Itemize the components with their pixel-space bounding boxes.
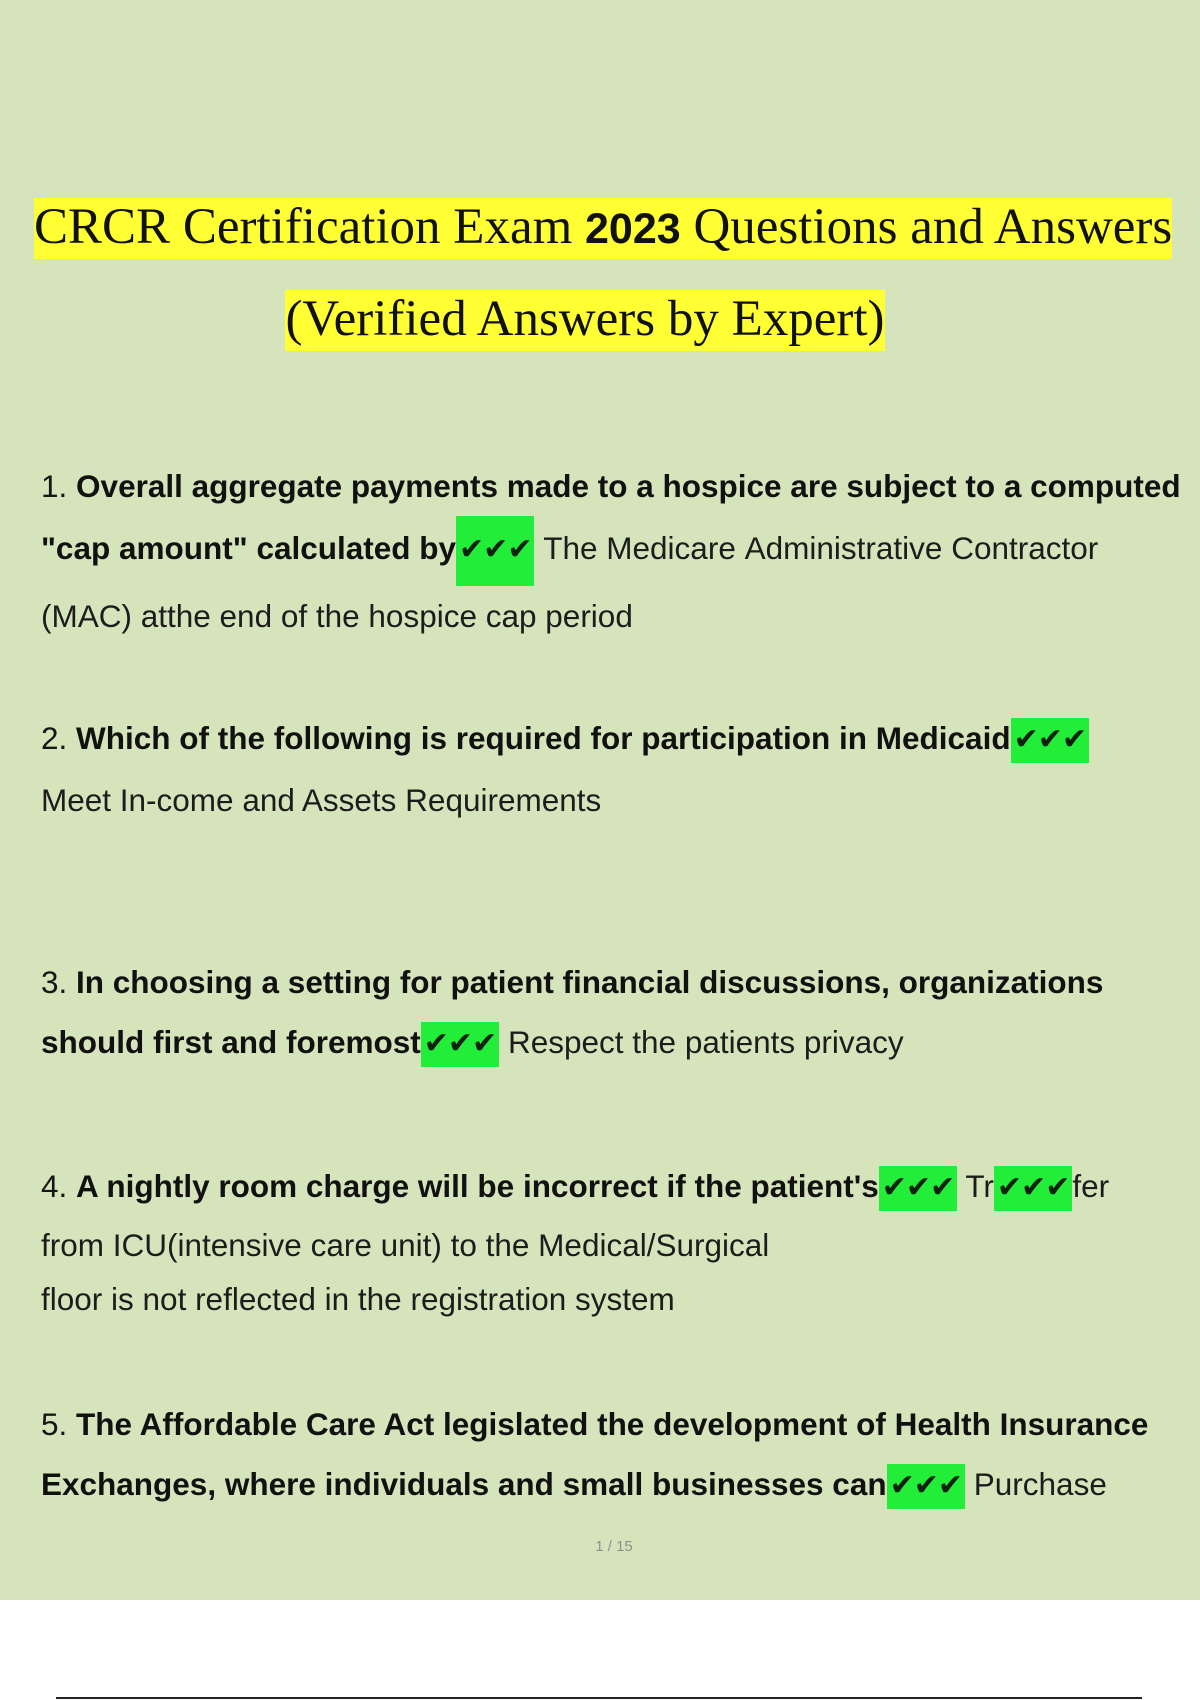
qa-1-question-word: by xyxy=(419,530,457,566)
qa-2-line-1 xyxy=(41,708,1193,770)
qa-1-question-word: "cap xyxy=(41,530,111,566)
qa-item-2 xyxy=(41,708,1193,830)
qa-3-answer: Respect the patients privacy xyxy=(507,1024,904,1060)
title-text-b: Questions and Answers xyxy=(680,199,1173,255)
qa-3-number: 3. xyxy=(41,964,68,1000)
qa-1-question-word: calculated xyxy=(256,530,411,566)
bottom-divider xyxy=(56,1697,1142,1699)
qa-1-answer-word: Administrative xyxy=(744,530,943,566)
qa-5-line-1 xyxy=(41,1394,1193,1454)
qa-1-question-end xyxy=(419,516,534,586)
qa-5-answer: Purchase xyxy=(973,1466,1107,1502)
qa-5-number: 5. xyxy=(41,1406,68,1442)
qa-4-number: 4. xyxy=(41,1168,68,1204)
title-year: 2023 xyxy=(585,205,681,253)
qa-4-answer-b: fer xyxy=(1072,1168,1110,1204)
qa-5-line-2 xyxy=(41,1454,1193,1516)
qa-item-5 xyxy=(41,1394,1193,1516)
qa-5-question-line-2: Exchanges, where individuals and small businesses can xyxy=(41,1466,887,1502)
qa-4-answer-line-2: from ICU(intensive care unit) to the Medical/Surgical xyxy=(41,1227,770,1263)
qa-1-answer-word: Medicare xyxy=(606,530,736,566)
qa-item-4 xyxy=(41,1156,1193,1326)
check-mark-icon: ✔✔✔ xyxy=(1011,718,1089,763)
qa-4-line-1 xyxy=(41,1156,1193,1218)
qa-1-answer-word: Contractor xyxy=(951,530,1099,566)
check-mark-icon: ✔✔✔ xyxy=(456,516,534,586)
document-title xyxy=(0,182,1200,364)
page-number: 1 / 15 xyxy=(595,1538,633,1555)
title-text-a: CRCR Certification Exam xyxy=(34,199,586,255)
qa-1-number: 1. xyxy=(41,468,68,504)
qa-1-line-2 xyxy=(41,516,1193,586)
qa-item-1 xyxy=(41,456,1193,646)
title-line-2 xyxy=(0,274,1200,364)
qa-2-answer: Meet In-come and Assets Requirements xyxy=(41,782,602,818)
qa-4-answer-a: Tr xyxy=(965,1168,994,1204)
qa-3-question-line-2: should first and foremost xyxy=(41,1024,421,1060)
qa-1-answer-word: The xyxy=(543,530,598,566)
qa-5-question-line-1: The Affordable Care Act legislated the development of Health Insurance xyxy=(76,1406,1149,1442)
qa-4-answer-line-3: floor is not reflected in the registration system xyxy=(41,1281,675,1317)
qa-3-line-2 xyxy=(41,1012,1193,1074)
qa-2-number: 2. xyxy=(41,720,68,756)
qa-1-answer-line-3: (MAC) atthe end of the hospice cap period xyxy=(41,598,633,634)
check-mark-icon: ✔✔✔ xyxy=(879,1166,957,1211)
qa-3-question-line-1: In choosing a setting for patient financial discussions, organizations xyxy=(76,964,1104,1000)
title-subtitle: (Verified Answers by Expert) xyxy=(285,290,884,351)
check-mark-icon: ✔✔✔ xyxy=(994,1166,1072,1211)
qa-1-question-word: amount" xyxy=(118,530,248,566)
title-line-1 xyxy=(0,182,1200,274)
check-mark-icon: ✔✔✔ xyxy=(421,1022,499,1067)
check-mark-icon: ✔✔✔ xyxy=(887,1464,965,1509)
qa-1-question-line-1: Overall aggregate payments made to a hospice are subject to a computed xyxy=(76,468,1181,504)
qa-1-line-1 xyxy=(41,456,1193,516)
qa-2-question: Which of the following is required for participation in Medicaid xyxy=(76,720,1011,756)
qa-item-3 xyxy=(41,952,1193,1074)
qa-3-line-1 xyxy=(41,952,1193,1012)
qa-4-question: A nightly room charge will be incorrect if the patient's xyxy=(76,1168,879,1204)
title-highlight-1 xyxy=(34,198,1172,259)
